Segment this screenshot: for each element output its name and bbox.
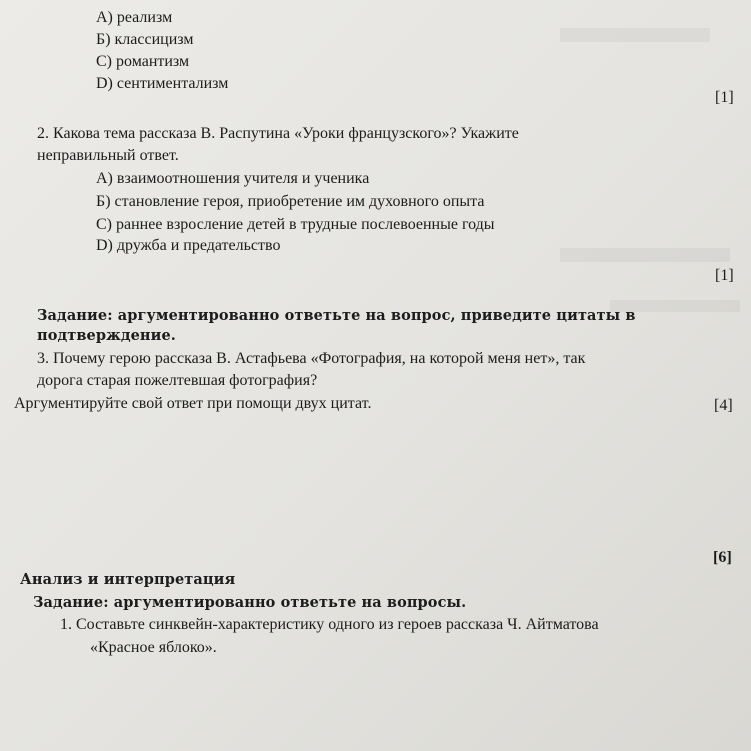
q1-option-b: Б) классицизм	[96, 31, 194, 48]
section-item1-line1: 1. Составьте синквейн-характеристику одного из героев рассказа Ч. Айтматова	[60, 616, 599, 633]
q1-option-d: D) сентиментализм	[96, 75, 229, 92]
q1-score: [1]	[715, 89, 734, 106]
q2-option-a: A) взаимоотношения учителя и ученика	[96, 170, 370, 187]
task-instruction-line1: Задание: аргументированно ответьте на вопрос, приведите цитаты в	[37, 307, 636, 324]
section-item1-line2: «Красное яблоко».	[90, 639, 217, 656]
q1-option-c: C) романтизм	[96, 53, 190, 70]
q2-option-c: C) раннее взросление детей в трудные послевоенные годы	[96, 216, 495, 233]
q2-question-line1: 2. Какова тема рассказа В. Распутина «Уроки французского»? Укажите	[37, 125, 519, 142]
q2-option-b: Б) становление героя, приобретение им духовного опыта	[96, 193, 485, 210]
section2-score: [6]	[713, 549, 732, 566]
q2-option-d: D) дружба и предательство	[96, 237, 281, 254]
q3-line3: Аргументируйте свой ответ при помощи двух цитат.	[14, 395, 372, 412]
task-instruction-line2: подтверждение.	[37, 327, 176, 344]
bleed-through-text	[560, 28, 710, 42]
q1-option-a: A) реализм	[96, 9, 173, 26]
bleed-through-text	[560, 248, 730, 262]
q2-question-line2: неправильный ответ.	[37, 147, 179, 164]
section-task: Задание: аргументированно ответьте на вопросы.	[33, 594, 467, 611]
q2-score: [1]	[715, 267, 734, 284]
section-heading: Анализ и интерпретация	[20, 571, 236, 588]
q3-score: [4]	[714, 397, 733, 414]
q3-line1: 3. Почему герою рассказа В. Астафьева «Фотография, на которой меня нет», так	[37, 350, 586, 367]
q3-line2: дорога старая пожелтевшая фотография?	[37, 372, 318, 389]
